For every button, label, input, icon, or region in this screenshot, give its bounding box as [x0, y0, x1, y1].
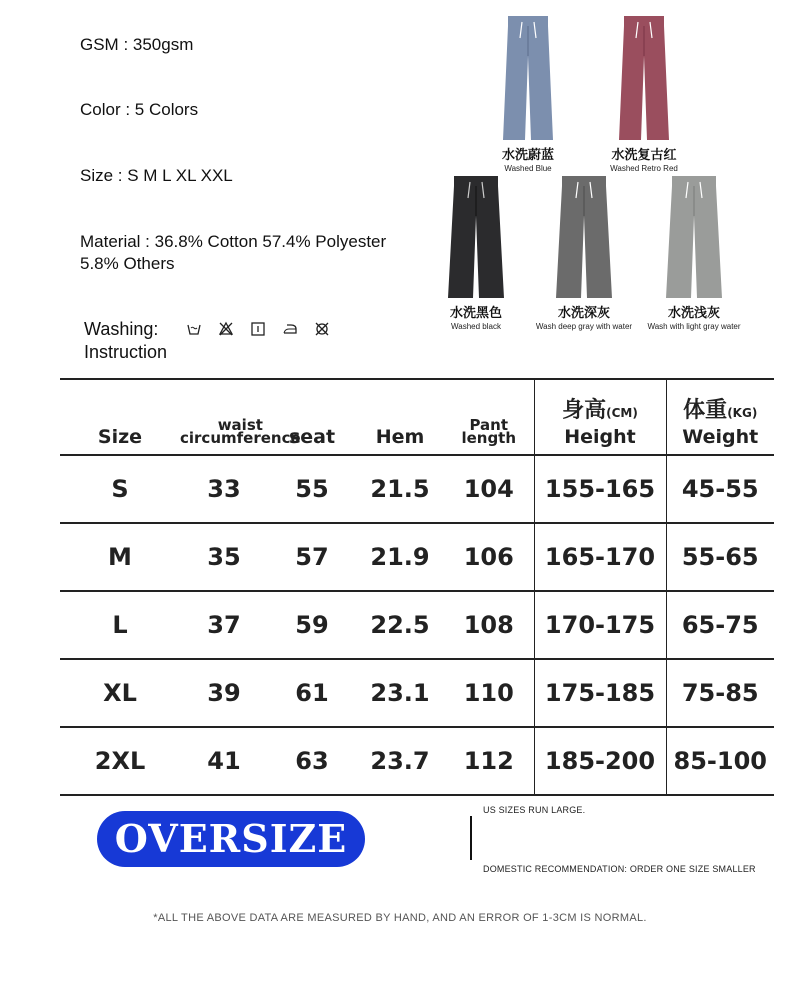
- cell-weight: 65-75: [666, 591, 774, 659]
- header-weight-unit: (KG): [727, 406, 758, 420]
- no-dry-clean-icon: [314, 321, 330, 337]
- cell-pant-length: 104: [444, 455, 534, 523]
- cell-height: 155-165: [534, 455, 666, 523]
- color-name-cn: 水洗黑色: [449, 306, 502, 321]
- header-hem: Hem: [356, 379, 444, 455]
- spec-color: Color : 5 Colors: [80, 100, 199, 119]
- color-name-cn: 水洗复古红: [611, 148, 677, 163]
- color-name-en: Wash with light gray water: [647, 322, 741, 331]
- cell-height: 170-175: [534, 591, 666, 659]
- pant-color-black: [430, 176, 522, 331]
- header-height-cn: 身高: [562, 398, 607, 423]
- pant-image: [500, 16, 556, 140]
- header-pant-line1: Pant: [469, 416, 509, 434]
- washing-icons: [186, 321, 330, 337]
- header-weight: [666, 379, 774, 455]
- cell-hem: 23.1: [356, 659, 444, 727]
- cell-size: L: [60, 591, 180, 659]
- instruction-label: Instruction: [84, 342, 168, 362]
- spec-material-line1: Material : 36.8% Cotton 57.4% Polyester: [80, 232, 387, 251]
- cell-seat: 61: [268, 659, 356, 727]
- pant-color-blue: [482, 16, 574, 173]
- cell-waist: 37: [180, 591, 268, 659]
- size-table: [60, 378, 774, 796]
- color-name-cn: 水洗浅灰: [667, 306, 720, 321]
- pant-image: [553, 176, 615, 298]
- header-pant-length: [444, 379, 534, 455]
- cell-pant-length: 112: [444, 727, 534, 795]
- cell-seat: 59: [268, 591, 356, 659]
- cell-height: 185-200: [534, 727, 666, 795]
- table-header-row: [60, 379, 774, 455]
- spec-gsm: GSM : 350gsm: [80, 35, 194, 54]
- spec-material-line2: 5.8% Others: [80, 254, 175, 273]
- cell-seat: 55: [268, 455, 356, 523]
- cell-pant-length: 106: [444, 523, 534, 591]
- cell-height: 175-185: [534, 659, 666, 727]
- cell-seat: 57: [268, 523, 356, 591]
- header-height-en: Height: [564, 426, 636, 448]
- cell-size: 2XL: [60, 727, 180, 795]
- note-divider: [470, 816, 472, 860]
- cell-hem: 21.9: [356, 523, 444, 591]
- cell-waist: 39: [180, 659, 268, 727]
- cell-hem: 21.5: [356, 455, 444, 523]
- cell-hem: 23.7: [356, 727, 444, 795]
- header-waist: [180, 379, 301, 455]
- header-weight-cn: 体重: [683, 398, 728, 423]
- color-name-en: Washed Retro Red: [610, 164, 678, 173]
- header-pant-line2: length: [461, 429, 517, 447]
- note-us-sizes: US SIZES RUN LARGE.: [483, 805, 586, 815]
- pant-image: [445, 176, 507, 298]
- cell-size: XL: [60, 659, 180, 727]
- table-row: [60, 455, 774, 523]
- pant-color-light-gray: [644, 176, 744, 331]
- no-bleach-icon: [218, 321, 234, 337]
- cell-pant-length: 108: [444, 591, 534, 659]
- note-domestic-recommendation: DOMESTIC RECOMMENDATION: ORDER ONE SIZE SMALLER: [483, 864, 756, 874]
- cell-seat: 63: [268, 727, 356, 795]
- iron-icon: [282, 321, 298, 337]
- cell-weight: 75-85: [666, 659, 774, 727]
- cell-waist: 33: [180, 455, 268, 523]
- cell-hem: 22.5: [356, 591, 444, 659]
- footnote: *ALL THE ABOVE DATA ARE MEASURED BY HAND, AND AN ERROR OF 1-3CM IS NORMAL.: [153, 912, 647, 924]
- cell-weight: 45-55: [666, 455, 774, 523]
- color-name-cn: 水洗蔚蓝: [501, 148, 554, 163]
- table-row: [60, 591, 774, 659]
- table-row: [60, 727, 774, 795]
- oversize-badge: OVERSIZE: [97, 811, 365, 867]
- header-waist-line2: circumference: [180, 429, 301, 447]
- header-waist-line1: waist: [217, 416, 263, 434]
- spec-size: Size : S M L XL XXL: [80, 166, 233, 185]
- pant-color-retro-red: [598, 16, 690, 173]
- header-height: [534, 379, 666, 455]
- pant-image: [616, 16, 672, 140]
- color-name-cn: 水洗深灰: [557, 306, 610, 321]
- header-seat: seat: [268, 379, 356, 455]
- cell-size: S: [60, 455, 180, 523]
- color-name-en: Washed black: [451, 322, 501, 331]
- cell-weight: 55-65: [666, 523, 774, 591]
- header-weight-en: Weight: [682, 426, 759, 448]
- header-height-unit: (CM): [606, 406, 638, 420]
- color-name-en: Wash deep gray with water: [535, 322, 633, 331]
- washing-instruction: [84, 318, 167, 364]
- cell-waist: 35: [180, 523, 268, 591]
- spec-material: [80, 231, 460, 275]
- cell-size: M: [60, 523, 180, 591]
- pant-color-deep-gray: [532, 176, 636, 331]
- table-row: [60, 523, 774, 591]
- washing-label: Washing:: [84, 319, 159, 339]
- cell-waist: 41: [180, 727, 268, 795]
- table-row: [60, 659, 774, 727]
- color-name-en: Washed Blue: [504, 164, 552, 173]
- cell-pant-length: 110: [444, 659, 534, 727]
- cell-weight: 85-100: [666, 727, 774, 795]
- tumble-dry-icon: [250, 321, 266, 337]
- wash-basin-icon: [186, 321, 202, 337]
- header-size: Size: [60, 379, 180, 455]
- cell-height: 165-170: [534, 523, 666, 591]
- pant-image: [663, 176, 725, 298]
